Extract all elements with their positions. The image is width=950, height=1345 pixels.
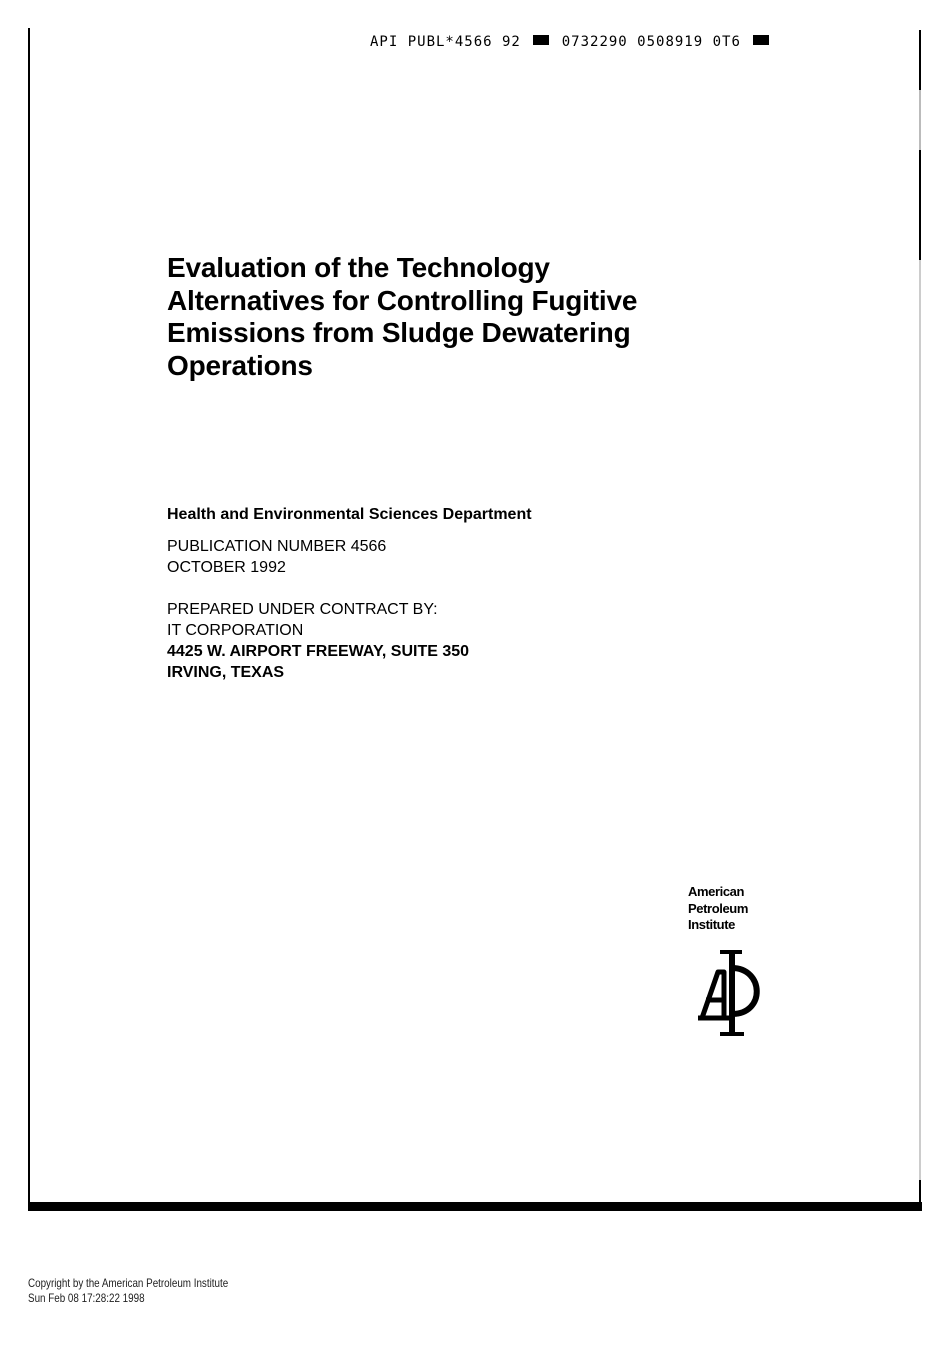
copyright-text: Copyright by the American Petroleum Institute [28, 1276, 229, 1290]
document-header-code [370, 34, 772, 50]
page-border-right [919, 30, 921, 1208]
publisher-line: American [688, 884, 745, 899]
header-code-part2: 0732290 0508919 0T6 [561, 34, 741, 50]
title-line: Emissions from Sludge Dewatering [167, 317, 631, 348]
contractor-city: IRVING, TEXAS [167, 664, 285, 681]
publisher-line: Institute [688, 917, 735, 932]
contractor-address: 4425 W. AIRPORT FREEWAY, SUITE 350 [167, 643, 470, 660]
page-border-left [28, 28, 30, 1210]
api-logo-icon [694, 948, 766, 1038]
document-title [167, 252, 727, 382]
print-timestamp: Sun Feb 08 17:28:22 1998 [28, 1291, 145, 1305]
header-code-part1: API PUBL*4566 92 [370, 34, 521, 50]
page-border-bottom [28, 1202, 922, 1211]
publisher-name [688, 884, 748, 934]
black-block-mark [533, 35, 549, 45]
department-name: Health and Environmental Sciences Department [167, 506, 532, 523]
publisher-line: Petroleum [688, 900, 748, 916]
publication-date: OCTOBER 1992 [167, 558, 286, 576]
title-line: Operations [167, 349, 313, 381]
publication-info [167, 537, 386, 578]
contract-label: PREPARED UNDER CONTRACT BY: [167, 601, 438, 618]
title-line: Evaluation of the Technology [167, 252, 550, 283]
contractor-company: IT CORPORATION [167, 622, 304, 639]
black-block-mark [753, 35, 769, 45]
contractor-info [167, 599, 469, 683]
title-line: Alternatives for Controlling Fugitive [167, 284, 638, 316]
footer-copyright [28, 1276, 228, 1306]
publication-number: PUBLICATION NUMBER 4566 [167, 538, 387, 555]
